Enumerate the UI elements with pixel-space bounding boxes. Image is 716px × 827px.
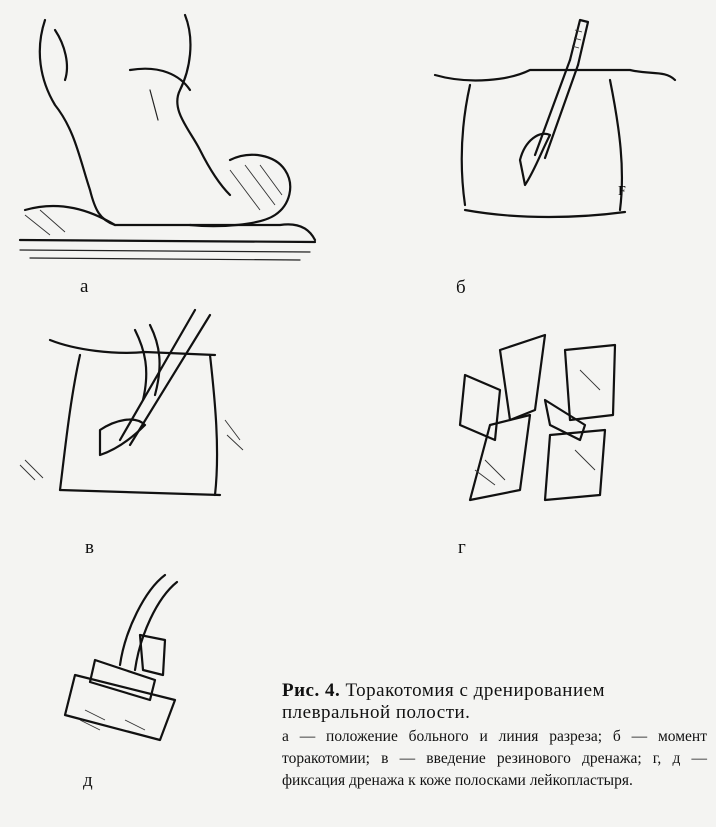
svg-text:F: F: [618, 184, 626, 199]
label-d: д: [83, 770, 93, 791]
illustration-d-fixed-drain: [65, 570, 195, 745]
illustration-g-plaster-strips: [455, 330, 625, 505]
caption-prefix: Рис. 4.: [282, 680, 341, 701]
illustration-a-patient-back: [20, 10, 320, 265]
caption-title-text: Торакотомия с дренированием плевральной полости.: [282, 680, 606, 723]
label-b: б: [456, 277, 466, 298]
caption-title: [282, 680, 707, 724]
label-v: в: [85, 537, 94, 558]
figure-caption: [282, 680, 707, 792]
caption-body: а — положение больного и линия разреза; б — момент торакотомии; в — введение резинового дренажа; г, д — фиксация дренажа к коже полосками лейкопластыря.: [282, 728, 707, 789]
illustration-b-thoracotomy-scalpel: [430, 10, 680, 230]
illustration-v-drain-insertion: [15, 290, 250, 515]
label-g: г: [458, 537, 466, 558]
label-a: а: [80, 276, 89, 297]
